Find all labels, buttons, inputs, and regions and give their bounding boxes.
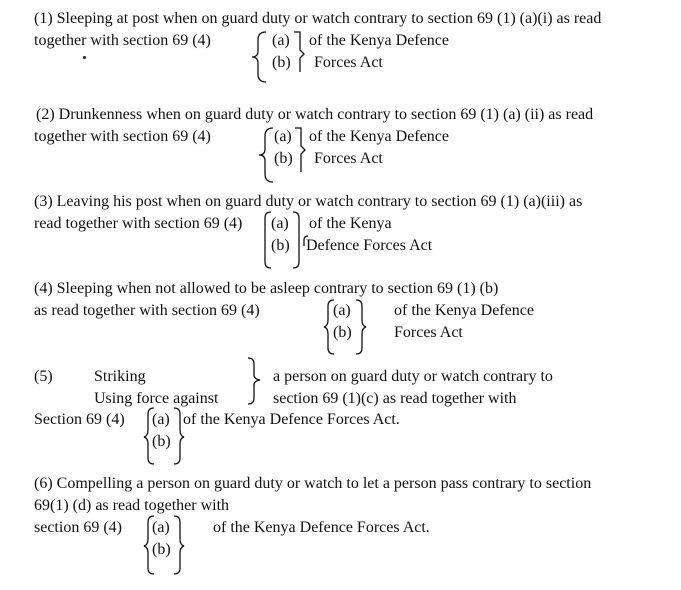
item-2-line-1: (2) Drunkenness when on guard duty or watch contrary to section 69 (1) (a) (ii) as read [36,106,594,123]
item-4-right-brace-icon [354,298,368,356]
item-4-line-1: (4) Sleeping when not allowed to be asleep contrary to section 69 (1) (b) [34,280,499,297]
item-2-act-line-2: Forces Act [314,150,383,167]
item-1-line-2: together with section 69 (4) [34,32,211,49]
item-1-left-brace-icon [248,30,270,84]
item-6-right-brace-icon [172,514,186,576]
item-2-line-2: together with section 69 (4) [34,128,211,145]
item-5-number: (5) [34,368,53,385]
item-5-option-a: (a) [152,411,170,428]
item-4-option-b: (b) [333,324,352,341]
item-4-line-2: as read together with section 69 (4) [34,302,260,319]
item-1-right-brace-icon [292,30,306,74]
item-5-option-b: (b) [152,433,171,450]
item-1-act-line-1: of the Kenya Defence [309,32,449,49]
item-2-option-a: (a) [274,128,292,145]
item-3-act-line-1: of the Kenya [309,215,392,232]
stray-dot [83,56,86,59]
item-4-option-a: (a) [333,302,351,319]
item-4-act-line-2: Forces Act [394,324,463,341]
item-6-line-2: 69(1) (d) as read together with [34,497,230,514]
item-6-line-1: (6) Compelling a person on guard duty or watch to let a person pass contrary to section [34,475,592,492]
item-3-option-b: (b) [271,237,290,254]
item-3-option-a: (a) [271,215,289,232]
item-5-option-2: Using force against [94,390,219,407]
item-5-text-line-1: a person on guard duty or watch contrary to [273,368,553,385]
item-3-line-2: read together with section 69 (4) [34,215,243,232]
item-5-option-1: Striking [94,368,146,385]
item-5-right-brace-icon [244,356,264,406]
item-6-act: of the Kenya Defence Forces Act. [213,519,430,536]
item-2-option-b: (b) [274,150,293,167]
item-5-line-3: Section 69 (4) [34,411,125,428]
item-6-option-a: (a) [152,519,170,536]
item-1-act-line-2: Forces Act [314,54,383,71]
item-1-option-a: (a) [272,32,290,49]
item-5-act: of the Kenya Defence Forces Act. [183,411,400,428]
item-6-option-b: (b) [152,541,171,558]
item-2-right-brace-icon [293,126,307,174]
item-3-act-line-2: Defence Forces Act [306,237,433,254]
item-2-act-line-1: of the Kenya Defence [309,128,449,145]
item-6-line-3: section 69 (4) [34,519,122,536]
item-3-line-1: (3) Leaving his post when on guard duty or watch contrary to section 69 (1) (a)(iii) as [34,193,583,210]
item-1-option-b: (b) [272,54,291,71]
item-4-act-line-1: of the Kenya Defence [394,302,534,319]
item-5-text-line-2: section 69 (1)(c) as read together with [273,390,517,407]
item-1-line-1: (1) Sleeping at post when on guard duty or watch contrary to section 69 (1) (a)(i) as read [34,10,602,27]
